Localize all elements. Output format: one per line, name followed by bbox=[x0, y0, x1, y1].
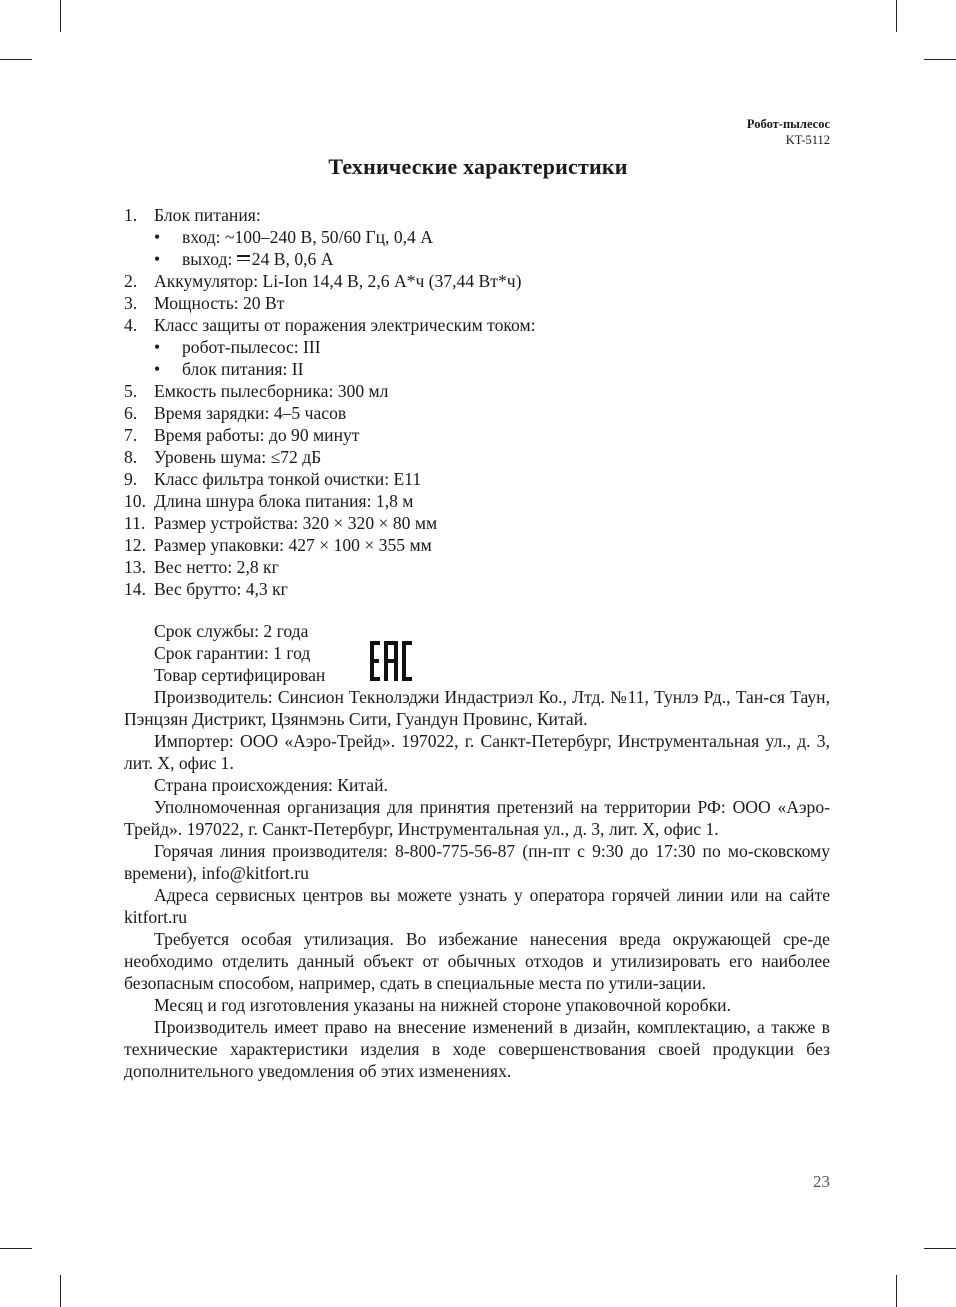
service-lifetime: Срок службы: 2 года bbox=[154, 621, 309, 641]
spec-item bbox=[124, 380, 834, 402]
running-header bbox=[747, 116, 830, 148]
spec-text: Вес брутто: 4,3 кг bbox=[154, 579, 288, 599]
spec-subitem bbox=[124, 336, 834, 358]
specs-list bbox=[124, 204, 834, 600]
spec-subitem bbox=[124, 226, 834, 248]
manufacture-date-paragraph: Месяц и год изготовления указаны на нижней стороне упаковочной коробки. bbox=[154, 995, 731, 1015]
spec-text: Размер устройства: 320 × 320 × 80 мм bbox=[154, 513, 438, 533]
crop-mark bbox=[0, 1248, 32, 1249]
crop-mark bbox=[896, 0, 897, 32]
spec-number: 12. bbox=[124, 535, 146, 555]
spec-item bbox=[124, 446, 834, 468]
bullet: • bbox=[154, 359, 161, 379]
spec-text: 24 В, 0,6 А bbox=[251, 249, 334, 269]
spec-item bbox=[124, 512, 834, 534]
spec-text: блок питания: II bbox=[182, 359, 304, 379]
crop-mark bbox=[0, 59, 32, 60]
crop-mark bbox=[924, 1248, 956, 1249]
spec-text: вход: ~100–240 В, 50/60 Гц, 0,4 А bbox=[182, 227, 433, 247]
spec-item bbox=[124, 270, 834, 292]
bullet: • bbox=[154, 337, 161, 357]
spec-number: 1. bbox=[124, 205, 138, 225]
spec-number: 11. bbox=[124, 513, 146, 533]
spec-item bbox=[124, 556, 834, 578]
legal-info bbox=[124, 686, 830, 1082]
spec-item bbox=[124, 424, 834, 446]
crop-mark bbox=[924, 59, 956, 60]
spec-number: 6. bbox=[124, 403, 138, 423]
bullet: • bbox=[154, 249, 161, 269]
spec-subitem bbox=[124, 358, 834, 380]
changes-disclaimer-paragraph: Производитель имеет право на внесение изменений в дизайн, комплектацию, а также в технические характеристики изделия в ходе совершенствования своей продукции без дополнительного уведомления об этих изменениях. bbox=[124, 1017, 830, 1081]
spec-number: 14. bbox=[124, 579, 146, 599]
hotline-paragraph: Горячая линия производителя: 8-800-775-56-87 (пн-пт с 9:30 до 17:30 по мо-сковскому времени), info@kitfort.ru bbox=[124, 841, 830, 883]
spec-text: Мощность: 20 Вт bbox=[154, 293, 285, 313]
spec-text: робот-пылесос: III bbox=[182, 337, 321, 357]
page-number: 23 bbox=[813, 1172, 830, 1191]
spec-text: Длина шнура блока питания: 1,8 м bbox=[154, 491, 414, 511]
direct-current-icon bbox=[237, 255, 250, 263]
warranty-period: Срок гарантии: 1 год bbox=[154, 643, 311, 663]
spec-number: 8. bbox=[124, 447, 138, 467]
origin-paragraph: Страна происхождения: Китай. bbox=[154, 775, 388, 795]
spec-number: 2. bbox=[124, 271, 138, 291]
spec-item bbox=[124, 204, 834, 226]
header-model: KT-5112 bbox=[785, 133, 830, 147]
manufacturer-paragraph: Производитель: Синсион Текнолэджи Индастриэл Ко., Лтд. №11, Тунлэ Рд., Тан-ся Таун, Пэнцзян Дистрикт, Цзянмэнь Сити, Гуандун Провинс, Китай. bbox=[124, 687, 830, 729]
service-info bbox=[154, 620, 325, 686]
spec-number: 3. bbox=[124, 293, 138, 313]
spec-text: Аккумулятор: Li-Ion 14,4 В, 2,6 А*ч (37,44 Вт*ч) bbox=[154, 271, 522, 291]
spec-number: 7. bbox=[124, 425, 138, 445]
crop-mark bbox=[60, 0, 61, 32]
spec-text: выход: bbox=[182, 249, 233, 269]
spec-text: Размер упаковки: 427 × 100 × 355 мм bbox=[154, 535, 432, 555]
eac-certification-logo bbox=[370, 641, 412, 681]
spec-item bbox=[124, 534, 834, 556]
certification-text: Товар сертифицирован bbox=[154, 665, 326, 685]
bullet: • bbox=[154, 227, 161, 247]
disposal-paragraph: Требуется особая утилизация. Во избежание нанесения вреда окружающей сре-де необходимо отделить данный объект от обычных отходов и утилизировать его наиболее безопасным способом, например, сдать в специальные места по утили-зации. bbox=[124, 929, 830, 993]
header-product: Робот-пылесос bbox=[746, 117, 830, 131]
spec-text: Время зарядки: 4–5 часов bbox=[154, 403, 347, 423]
spec-item bbox=[124, 292, 834, 314]
spec-text: Класс защиты от поражения электрическим током: bbox=[154, 315, 536, 335]
spec-text: Блок питания: bbox=[154, 205, 261, 225]
spec-item bbox=[124, 490, 834, 512]
spec-item bbox=[124, 314, 834, 336]
spec-item bbox=[124, 578, 834, 600]
spec-number: 13. bbox=[124, 557, 146, 577]
importer-paragraph: Импортер: ООО «Аэро-Трейд». 197022, г. Санкт-Петербург, Инструментальная ул., д. 3, лит. Х, офис 1. bbox=[124, 731, 830, 773]
spec-text: Уровень шума: ≤72 дБ bbox=[154, 447, 322, 467]
spec-number: 9. bbox=[124, 469, 138, 489]
spec-number: 4. bbox=[124, 315, 138, 335]
spec-number: 5. bbox=[124, 381, 138, 401]
spec-subitem bbox=[124, 248, 834, 270]
claims-organization-paragraph: Уполномоченная организация для принятия претензий на территории РФ: ООО «Аэро-Трейд». 197022, г. Санкт-Петербург, Инструментальная ул., д. 3, лит. Х, офис 1. bbox=[124, 797, 830, 839]
spec-text: Класс фильтра тонкой очистки: E11 bbox=[154, 469, 422, 489]
spec-text: Вес нетто: 2,8 кг bbox=[154, 557, 279, 577]
service-centers-paragraph: Адреса сервисных центров вы можете узнать у оператора горячей линии или на сайте kitfort.ru bbox=[124, 885, 830, 927]
spec-number: 10. bbox=[124, 491, 146, 511]
crop-mark bbox=[896, 1275, 897, 1307]
spec-item bbox=[124, 468, 834, 490]
crop-mark bbox=[60, 1275, 61, 1307]
page-title: Технические характеристики bbox=[328, 154, 628, 179]
spec-text: Емкость пылесборника: 300 мл bbox=[154, 381, 389, 401]
spec-text: Время работы: до 90 минут bbox=[154, 425, 360, 445]
spec-item bbox=[124, 402, 834, 424]
